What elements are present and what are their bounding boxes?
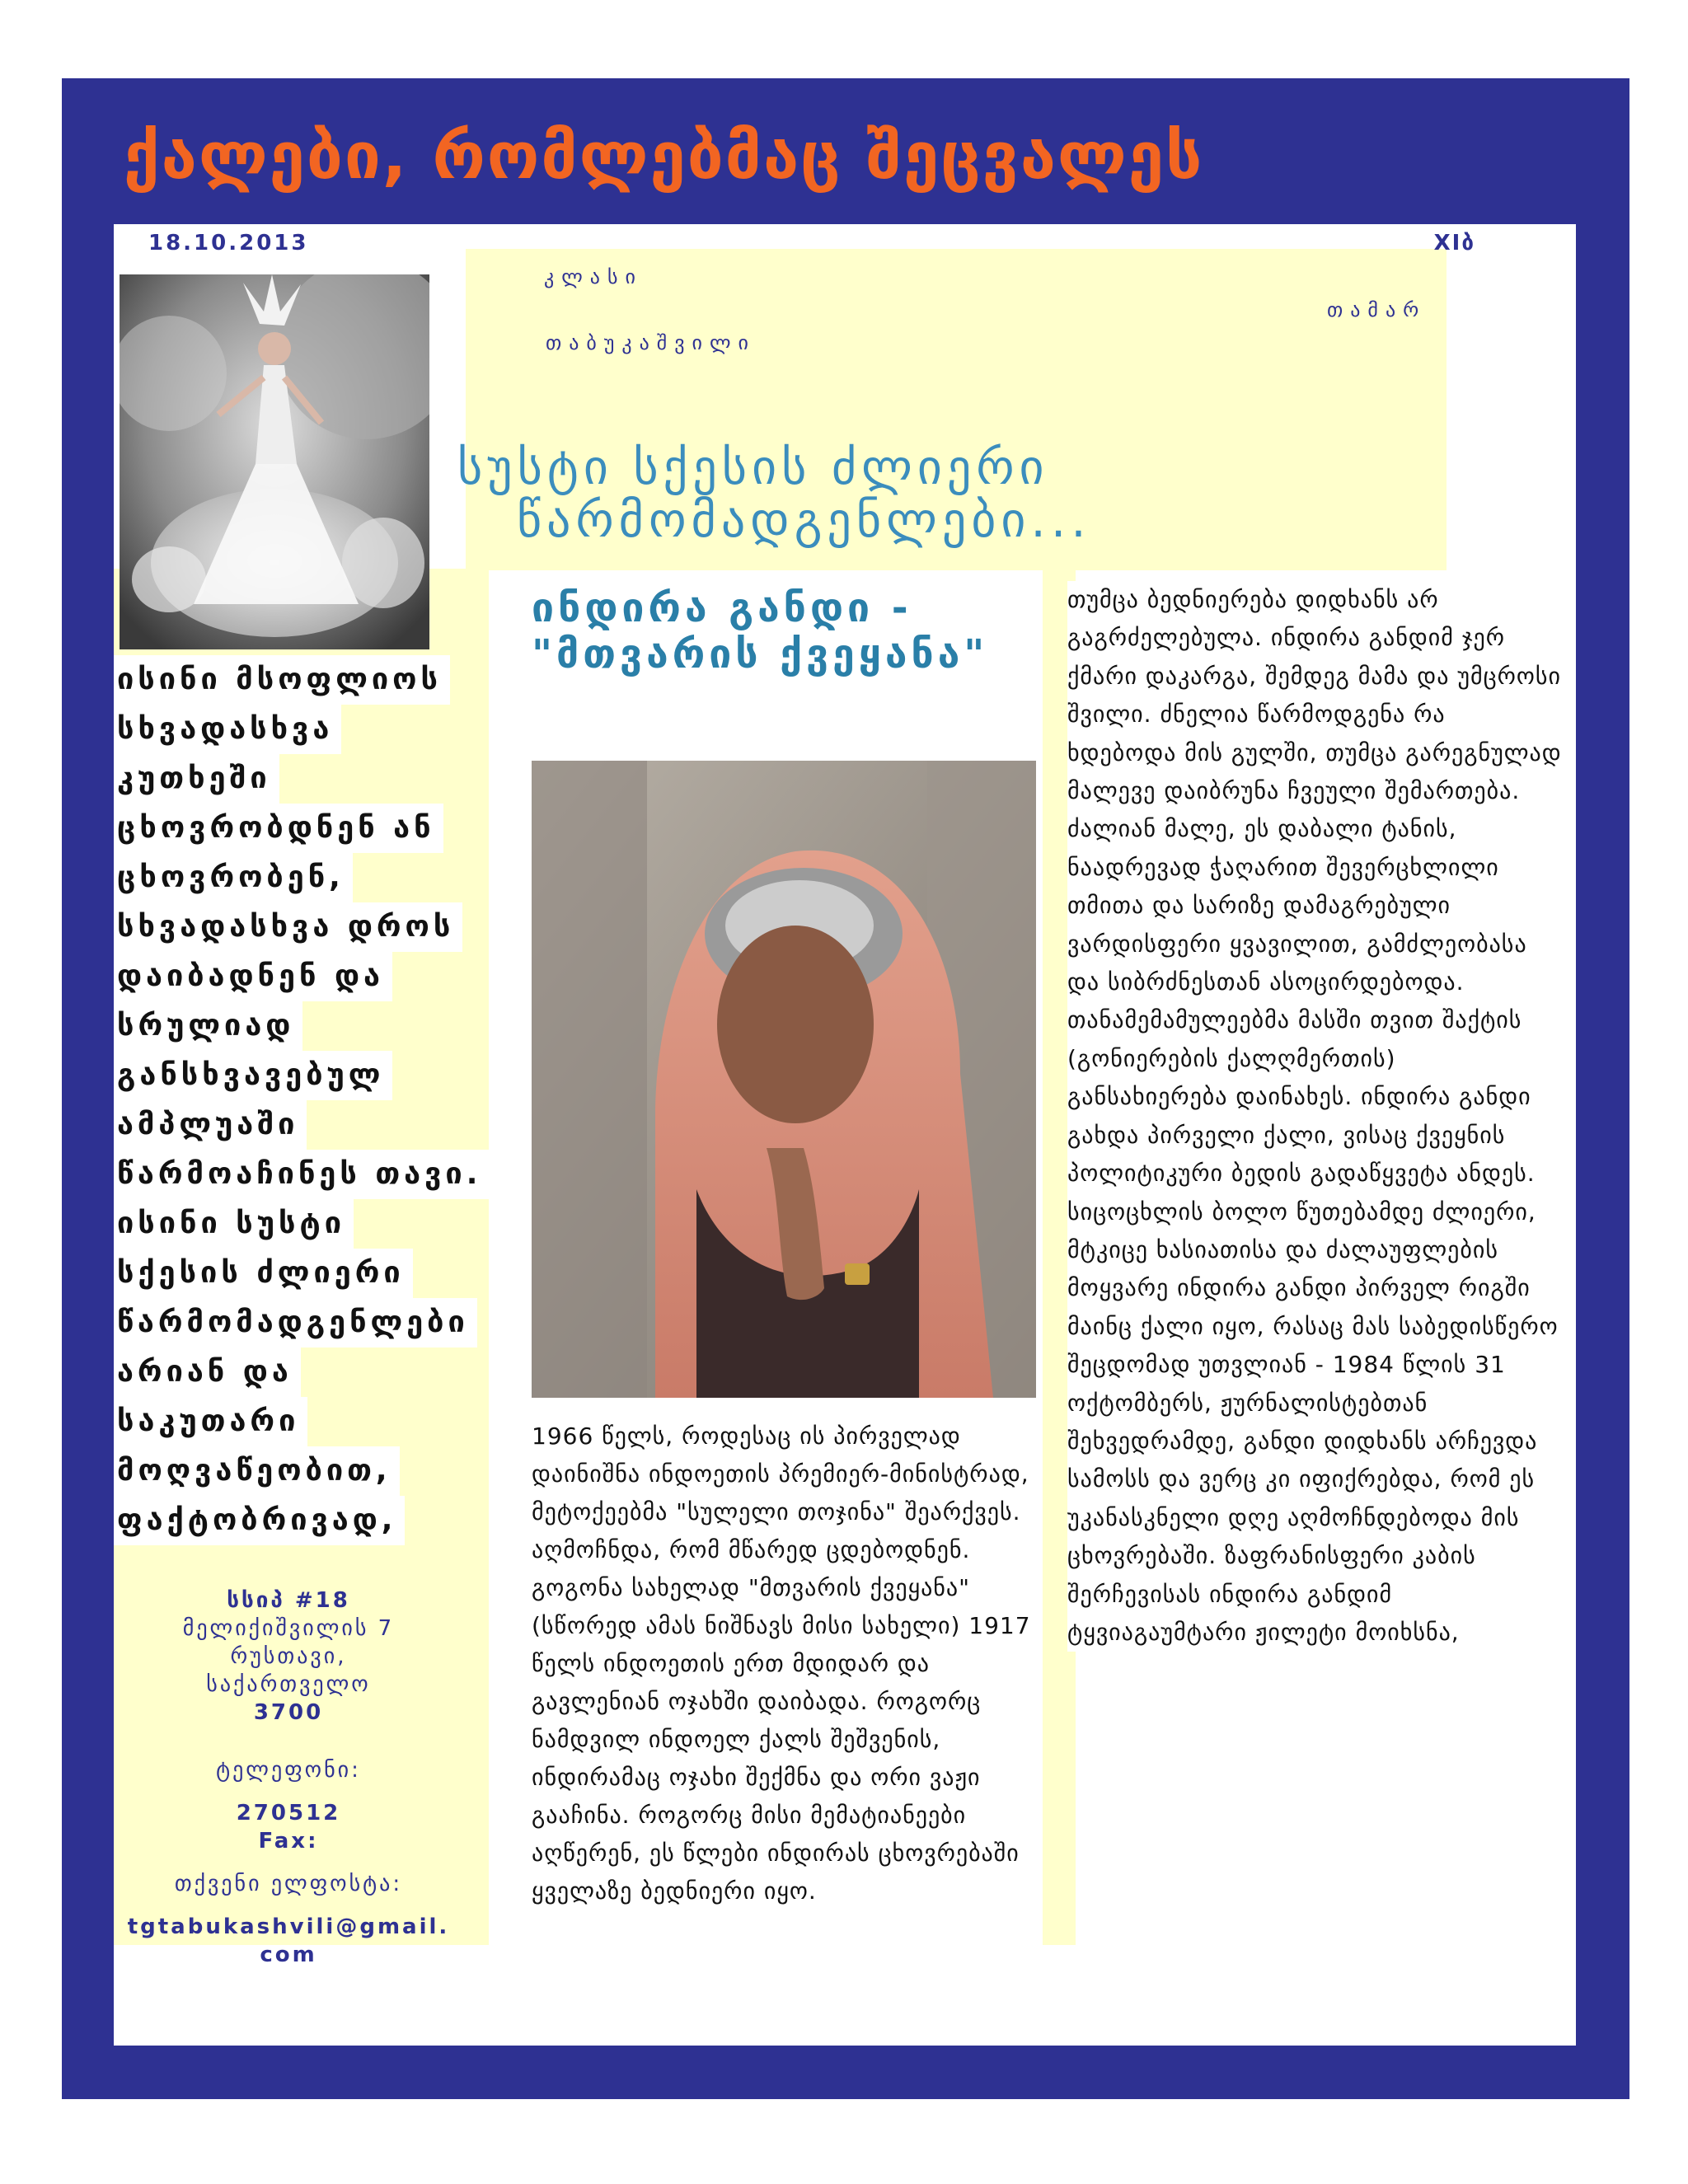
page-headline: [457, 441, 1199, 546]
spacer: [124, 1727, 453, 1756]
school-name: სსიპ #18: [227, 1588, 350, 1613]
email-link[interactable]: tgtabukashvili@gmail.com: [127, 1915, 450, 1967]
author-first-name: თამარ: [1327, 298, 1427, 321]
intro-line: განსხვავებულ: [114, 1051, 392, 1100]
intro-line: საკუთარი: [114, 1397, 307, 1446]
intro-line: კუთხეში: [114, 754, 279, 804]
intro-line: ისინი სუსტი: [114, 1199, 354, 1249]
intro-line: სხვადასხვა დროს: [114, 902, 462, 952]
zip-code: 3700: [253, 1700, 324, 1725]
intro-line: სხვადასხვა: [114, 705, 341, 754]
issue-date: 18.10.2013: [148, 231, 309, 255]
phone-number: 270512: [236, 1801, 341, 1825]
intro-line: ისინი მსოფლიოს: [114, 655, 450, 705]
issue-class: XIბ: [1433, 231, 1475, 255]
class-label: კლასი: [544, 265, 643, 288]
subhead-line-2: "მთვარის ქვეყანა": [532, 631, 989, 677]
subhead-line-1: ინდირა განდი -: [532, 585, 912, 631]
article-body-right: თუმცა ბედნიერება დიდხანს არ გაგრძელებულა. ინდირა განდიმ ჯერ ქმარი დაკარგა, შემდეგ მამა და უმცროსი შვილი. ძნელია წარმოდგენა რა ხდებოდა მის გულში, თუმცა გარეგნულად მალევე დაიბრუნა ჩვეული შემართება. ძალიან მალე, ეს დაბალი ტანის, ნაადრევად ჭაღარით შევერცხლილი თმითა და სარიზე დამაგრებული ვარდისფერი ყვავილით, გამძლეობასა და სიბრძნესთან ასოცირდებოდა. თანამემამულეებმა მასში თვით შაქტის (გონიერების ქალღმერთის) განსახიერება დაინახეს. ინდირა განდი გახდა პირველი ქალი, ვისაც ქვეყნის პოლიტიკური ბედის გადაწყვეტა ანდეს. სიცოცხლის ბოლო წუთებამდე ძლიერი, მტკიცე ხასიათისა და ძალაუფლების მოყვარე ინდირა განდი პირველ რიგში მაინც ქალი იყო, რასაც მას საბედისწერო შეცდომად უთვლიან - 1984 წლის 31 ოქტომბერს, ჟურნალისტებთან შეხვედრამდე, განდი დიდხანს არჩევდა სამოსს და ვერც კი იფიქრებდა, რომ ეს უკანასკნელი დღე აღმოჩნდებოდა მის ცხოვრებაში. ზაფრანისფერი კაბის შერჩევისას ინდირა განდიმ ტყვიაგაუმტარი ჟილეტი მოიხსნა,: [1067, 581, 1562, 1652]
phone-label: ტელეფონი:: [216, 1758, 361, 1783]
intro-line: ცხოვრობენ,: [114, 853, 353, 902]
country: საქართველო: [206, 1672, 371, 1697]
spacer: [124, 1855, 453, 1870]
spacer: [124, 1784, 453, 1799]
intro-column: [114, 655, 482, 1545]
headline-line-2: წარმომადგენლები...: [517, 492, 1091, 548]
intro-line: დაიბადნენ და: [114, 952, 392, 1001]
fairy-illustration: [120, 274, 429, 649]
intro-line: წარმომადგენლები: [114, 1298, 477, 1347]
masthead-title: ქალები, რომლებმაც შეცვალეს: [124, 120, 1204, 194]
author-last-name: თაბუკაშვილი: [546, 331, 756, 354]
contact-block: [124, 1586, 453, 1969]
article-subhead: [532, 585, 1043, 677]
intro-line: ამპლუაში: [114, 1100, 307, 1150]
intro-line: ფაქტობრივად,: [114, 1496, 405, 1545]
fax-label: Fax:: [258, 1829, 319, 1854]
intro-line: მოღვაწეობით,: [114, 1446, 400, 1496]
intro-line: წარმოაჩინეს თავი.: [114, 1150, 490, 1199]
article-body-middle: 1966 წელს, როდესაც ის პირველად დაინიშნა ინდოეთის პრემიერ-მინისტრად, მეტოქეებმა "სულელი თოჯინა" შეარქვეს. აღმოჩნდა, რომ მწარედ ცდებოდნენ. გოგონა სახელად "მთვარის ქვეყანა" (სწორედ ამას ნიშნავს მისი სახელი) 1917 წელს ინდოეთის ერთ მდიდარ და გავლენიან ოჯახში დაიბადა. როგორც ნამდვილ ინდოელ ქალს შეშვენის, ინდირამაც ოჯახი შექმნა და ორი ვაჟი გააჩინა. როგორც მისი მემატიანეები აღწერენ, ეს წლები ინდირას ცხოვრებაში ყველაზე ბედნიერი იყო.: [532, 1422, 1031, 1905]
email-label: თქვენი ელფოსტა:: [174, 1872, 403, 1896]
headline-line-1: სუსტი სქესის ძლიერი: [457, 439, 1049, 495]
intro-line: ცხოვრობდნენ ან: [114, 804, 443, 853]
intro-line: არიან და: [114, 1347, 301, 1397]
street-address: მელიქიშვილის 7: [182, 1616, 395, 1641]
city: რუსთავი,: [230, 1644, 347, 1669]
spacer: [124, 1898, 453, 1913]
intro-line: სრულიად: [114, 1001, 302, 1051]
indira-gandhi-photo: [532, 761, 1036, 1398]
intro-line: სქესის ძლიერი: [114, 1249, 413, 1298]
